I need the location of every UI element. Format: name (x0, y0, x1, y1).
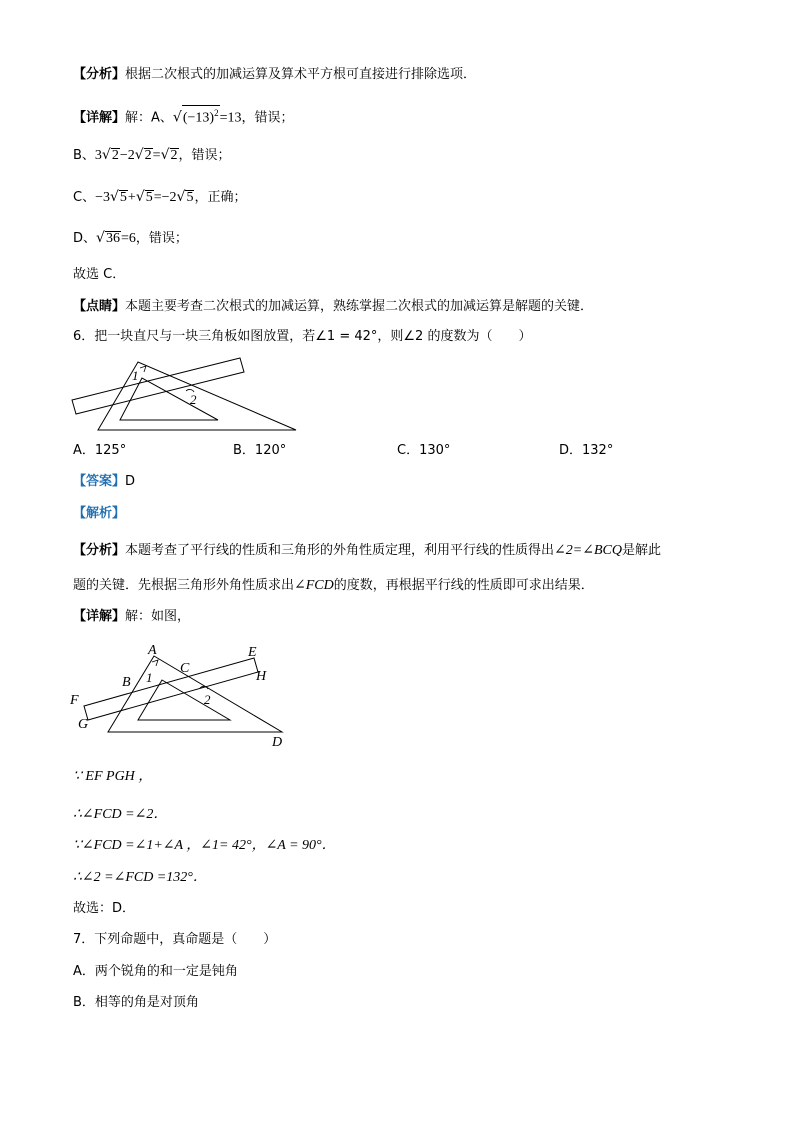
analysis-text: 根据二次根式的加减运算及算术平方根可直接进行排除选项． (125, 67, 477, 82)
sqrt-symbol: √ (96, 230, 105, 246)
detail-text: 解：A、 (125, 110, 173, 126)
right-angle-mark (152, 660, 158, 666)
label-b: B (122, 675, 131, 690)
sqrt-symbol: √ (135, 189, 145, 205)
label-c: C (180, 661, 190, 676)
outer-triangle (108, 656, 282, 732)
q6-step-4: ∴∠2 =∠FCD =132°． (73, 870, 207, 885)
q6-jiexi-line (73, 505, 125, 523)
analysis-tag: 【分析】 (73, 543, 126, 558)
sqrt-symbol: √ (109, 189, 119, 205)
inner-triangle (138, 680, 230, 720)
q6-analysis-line-2: 题的关键．先根据三角形外角性质求出∠FCD的度数，再根据平行线的性质即可求出结果． (73, 578, 594, 593)
q6-step-2: ∴∠FCD =∠2． (73, 807, 168, 822)
detail-tag: 【详解】 (73, 110, 126, 126)
q6-choice: 故选：D． (73, 901, 136, 916)
q6-analysis-line-1: 【分析】本题考查了平行线的性质和三角形的外角性质定理，利用平行线的性质得出∠2=∠BCQ是解此 (73, 543, 661, 558)
q6-option-a: A．125° (73, 443, 127, 458)
q5-analysis-line (73, 66, 476, 84)
q6-option-d: D．132° (559, 443, 614, 458)
q6-step-3: ∵∠FCD =∠1+∠A ，∠1= 42°，∠A = 90°． (73, 838, 336, 853)
q6-option-b: B．120° (233, 443, 287, 458)
sqrt-symbol: √ (172, 109, 182, 126)
label-d: D (272, 735, 283, 750)
q6-detail-line: 【详解】解：如图， (73, 609, 191, 624)
detail-tag: 【详解】 (73, 609, 126, 624)
fig1-label-1: 1 (132, 368, 139, 383)
q5-detail-a-line (73, 105, 294, 128)
radicand: $(-13)^2$ (182, 105, 220, 126)
label-g: G (78, 717, 89, 732)
equation-result: =13 (219, 110, 242, 126)
q5-point-line (73, 298, 593, 316)
q6-figure-ruler-triangle (70, 352, 300, 434)
sqrt-symbol: √ (101, 147, 111, 163)
q5-choice: 故选 C． (73, 267, 126, 282)
sqrt-symbol: √ (176, 189, 186, 205)
q5-detail-d-line: D、√36=6，错误； (73, 230, 188, 246)
q6-stem: 6．把一块直尺与一块三角板如图放置，若∠1 = 42°，则∠2 的度数为（ ） (73, 329, 532, 344)
jiexi-tag: 【解析】 (73, 506, 126, 521)
ruler-shape (84, 658, 258, 720)
fig1-label-2: 2 (190, 392, 197, 407)
sqrt-symbol: √ (160, 147, 170, 163)
label-a: A (148, 643, 157, 658)
q7-stem: 7．下列命题中，真命题是（ ） (73, 932, 277, 947)
q7-option-b: B．相等的角是对顶角 (73, 995, 199, 1010)
q6-figure-labeled (68, 638, 300, 750)
verdict: ，错误； (241, 110, 294, 126)
q7-option-a: A．两个锐角的和一定是钝角 (73, 964, 238, 979)
label-e: E (248, 645, 257, 660)
q6-answer-line (73, 473, 135, 491)
point-tag: 【点睛】 (73, 299, 126, 314)
answer-value: D (125, 474, 136, 489)
analysis-tag: 【分析】 (73, 67, 126, 82)
q6-option-c: C．130° (397, 443, 451, 458)
label-angle-1: 1 (146, 670, 153, 685)
label-h: H (256, 669, 267, 684)
q5-detail-b-line: B、3√2−2√2=√2，错误； (73, 147, 231, 163)
answer-tag: 【答案】 (73, 474, 126, 489)
sqrt-symbol: √ (134, 147, 144, 163)
point-text: 本题主要考查二次根式的加减运算，熟练掌握二次根式的加减运算是解题的关键． (125, 299, 594, 314)
label-angle-2: 2 (204, 692, 211, 707)
ruler-shape (72, 358, 244, 414)
q5-detail-c-line: C、−3√5+√5=−2√5，正确； (73, 189, 247, 205)
label-f: F (70, 693, 79, 708)
q6-step-1: ∵ EF PGH ， (73, 769, 153, 784)
right-angle-mark (140, 366, 146, 372)
